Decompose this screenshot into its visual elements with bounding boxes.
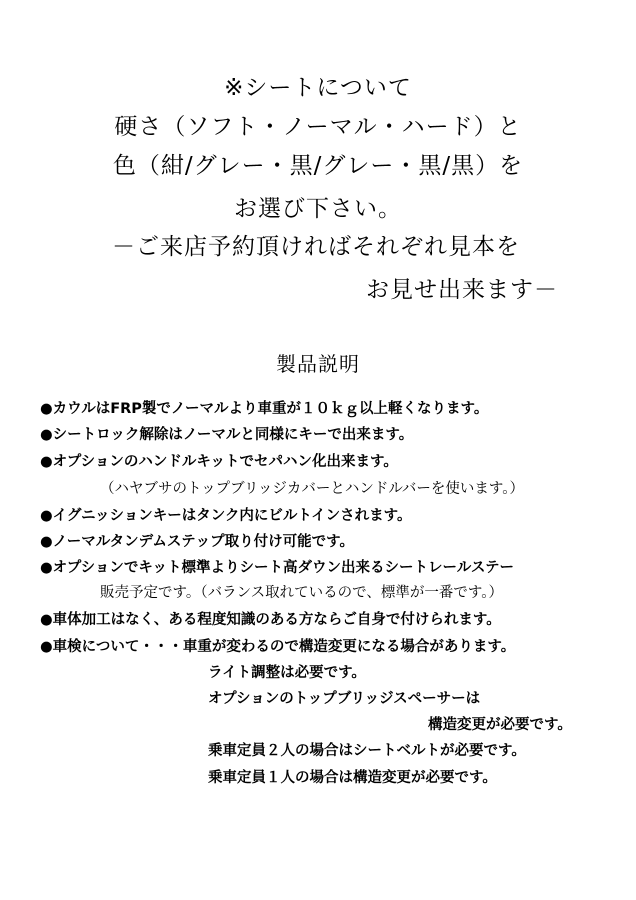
product-line-inspection: ●車検について・・・車重が変わるので構造変更になる場合があります。	[40, 639, 516, 655]
product-line-two-seater: 乗車定員２人の場合はシートベルトが必要です。	[208, 743, 526, 759]
product-line-handle-kit: ●オプションのハンドルキットでセパハン化出来ます。	[40, 454, 398, 470]
notice-line-seat-heading: ※シートについて	[224, 75, 412, 101]
product-line-seat-lock: ●シートロック解除はノーマルと同様にキーで出来ます。	[40, 427, 414, 443]
product-line-seat-rail-note: 販売予定です。（バランス取れているので、標準が一番です。）	[100, 585, 503, 601]
product-line-handle-kit-note: （ハヤブサのトップブリッジカバーとハンドルバーを使います。）	[100, 481, 524, 497]
notice-line-reservation: －ご来店予約頂ければそれぞれ見本を	[112, 234, 520, 260]
product-line-ignition: ●イグニッションキーはタンク内にビルトインされます。	[40, 508, 412, 524]
product-line-seat-rail: ●オプションでキット標準よりシート高ダウン出来るシートレールステー	[40, 560, 515, 576]
notice-line-hardness: 硬さ（ソフト・ノーマル・ハード）と	[114, 114, 522, 140]
notice-line-color: 色（紺/グレー・黒/グレー・黒/黒）を	[112, 153, 524, 179]
product-line-top-bridge-spacer: オプションのトップブリッジスペーサーは	[208, 691, 481, 707]
notice-line-choose: お選び下さい。	[234, 196, 402, 222]
product-line-one-seater: 乗車定員１人の場合は構造変更が必要です。	[208, 770, 497, 786]
notice-line-samples: お見せ出来ます－	[366, 277, 558, 303]
product-line-no-modification: ●車体加工はなく、ある程度知識のある方ならご自身で付けられます。	[40, 612, 501, 628]
product-line-cowl: ●カウルはFRP製でノーマルより車重が１０ｋｇ以上軽くなります。	[40, 401, 489, 417]
product-line-light-adjustment: ライト調整は必要です。	[208, 665, 366, 681]
product-line-structure-change: 構造変更が必要です。	[428, 717, 572, 733]
product-description-title: 製品説明	[276, 352, 360, 376]
product-line-tandem-step: ●ノーマルタンデムステップ取り付け可能です。	[40, 534, 354, 550]
